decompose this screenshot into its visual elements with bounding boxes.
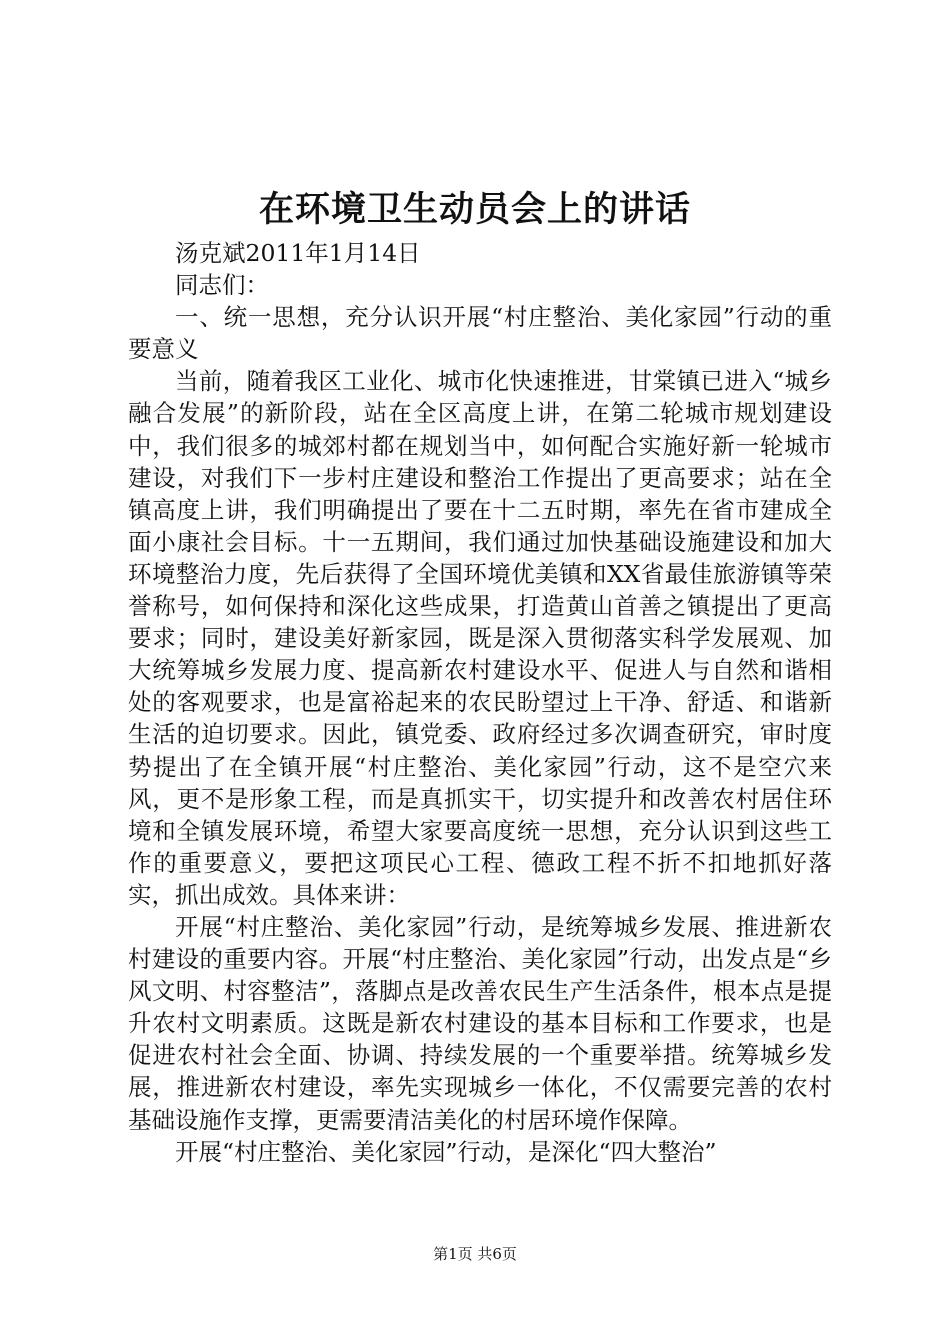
section-heading: 一、统一思想，充分认识开展“村庄整治、美化家园”行动的重要意义 xyxy=(128,303,832,364)
salutation: 同志们： xyxy=(175,271,269,300)
byline: 汤克斌2011年1月14日 xyxy=(175,239,421,267)
document-body xyxy=(128,237,832,1168)
body-paragraph: 开展“村庄整治、美化家园”行动，是统筹城乡发展、推进新农村建设的重要内容。开展“村庄整治、美化家园”行动，出发点是“乡风文明、村容整洁”，落脚点是改善农民生产生活条件，根本点是提升农村文明素质。这既是新农村建设的基本目标和工作要求，也是促进农村社会全面、协调、持续发展的一个重要举措。统筹城乡发展，推进新农村建设，率先实现城乡一体化，不仅需要完善的农村基础设施作支撑，更需要清洁美化的村居环境作保障。 xyxy=(128,912,832,1134)
body-paragraph: 开展“村庄整治、美化家园”行动，是深化“四大整治” xyxy=(175,1137,717,1166)
page-number-footer: 第1页 共6页 xyxy=(433,1245,517,1263)
body-paragraph: 当前，随着我区工业化、城市化快速推进，甘棠镇已进入“城乡融合发展”的新阶段，站在全区高度上讲，在第二轮城市规划建设中，我们很多的城郊村都在规划当中，如何配合实施好新一轮城市建设，对我们下一步村庄建设和整治工作提出了更高要求；站在全镇高度上讲，我们明确提出了要在十二五时期，率先在省市建成全面小康社会目标。十一五期间，我们通过加快基础设施建设和加大环境整治力度，先后获得了全国环境优美镇和XX省最佳旅游镇等荣誉称号，如何保持和深化这些成果，打造黄山首善之镇提出了更高要求；同时，建设美好新家园，既是深入贯彻落实科学发展观、加大统筹城乡发展力度、提高新农村建设水平、促进人与自然和谐相处的客观要求，也是富裕起来的农民盼望过上干净、舒适、和谐新生活的迫切要求。因此，镇党委、政府经过多次调查研究，审时度势提出了在全镇开展“村庄整治、美化家园”行动，这不是空穴来风，更不是形象工程，而是真抓实干，切实提升和改善农村居住环境和全镇发展环境，希望大家要高度统一思想，充分认识到这些工作的重要意义，要把这项民心工程、德政工程不折不扣地抓好落实，抓出成效。具体来讲： xyxy=(128,367,832,909)
page-title: 在环境卫生动员会上的讲话 xyxy=(258,189,691,230)
